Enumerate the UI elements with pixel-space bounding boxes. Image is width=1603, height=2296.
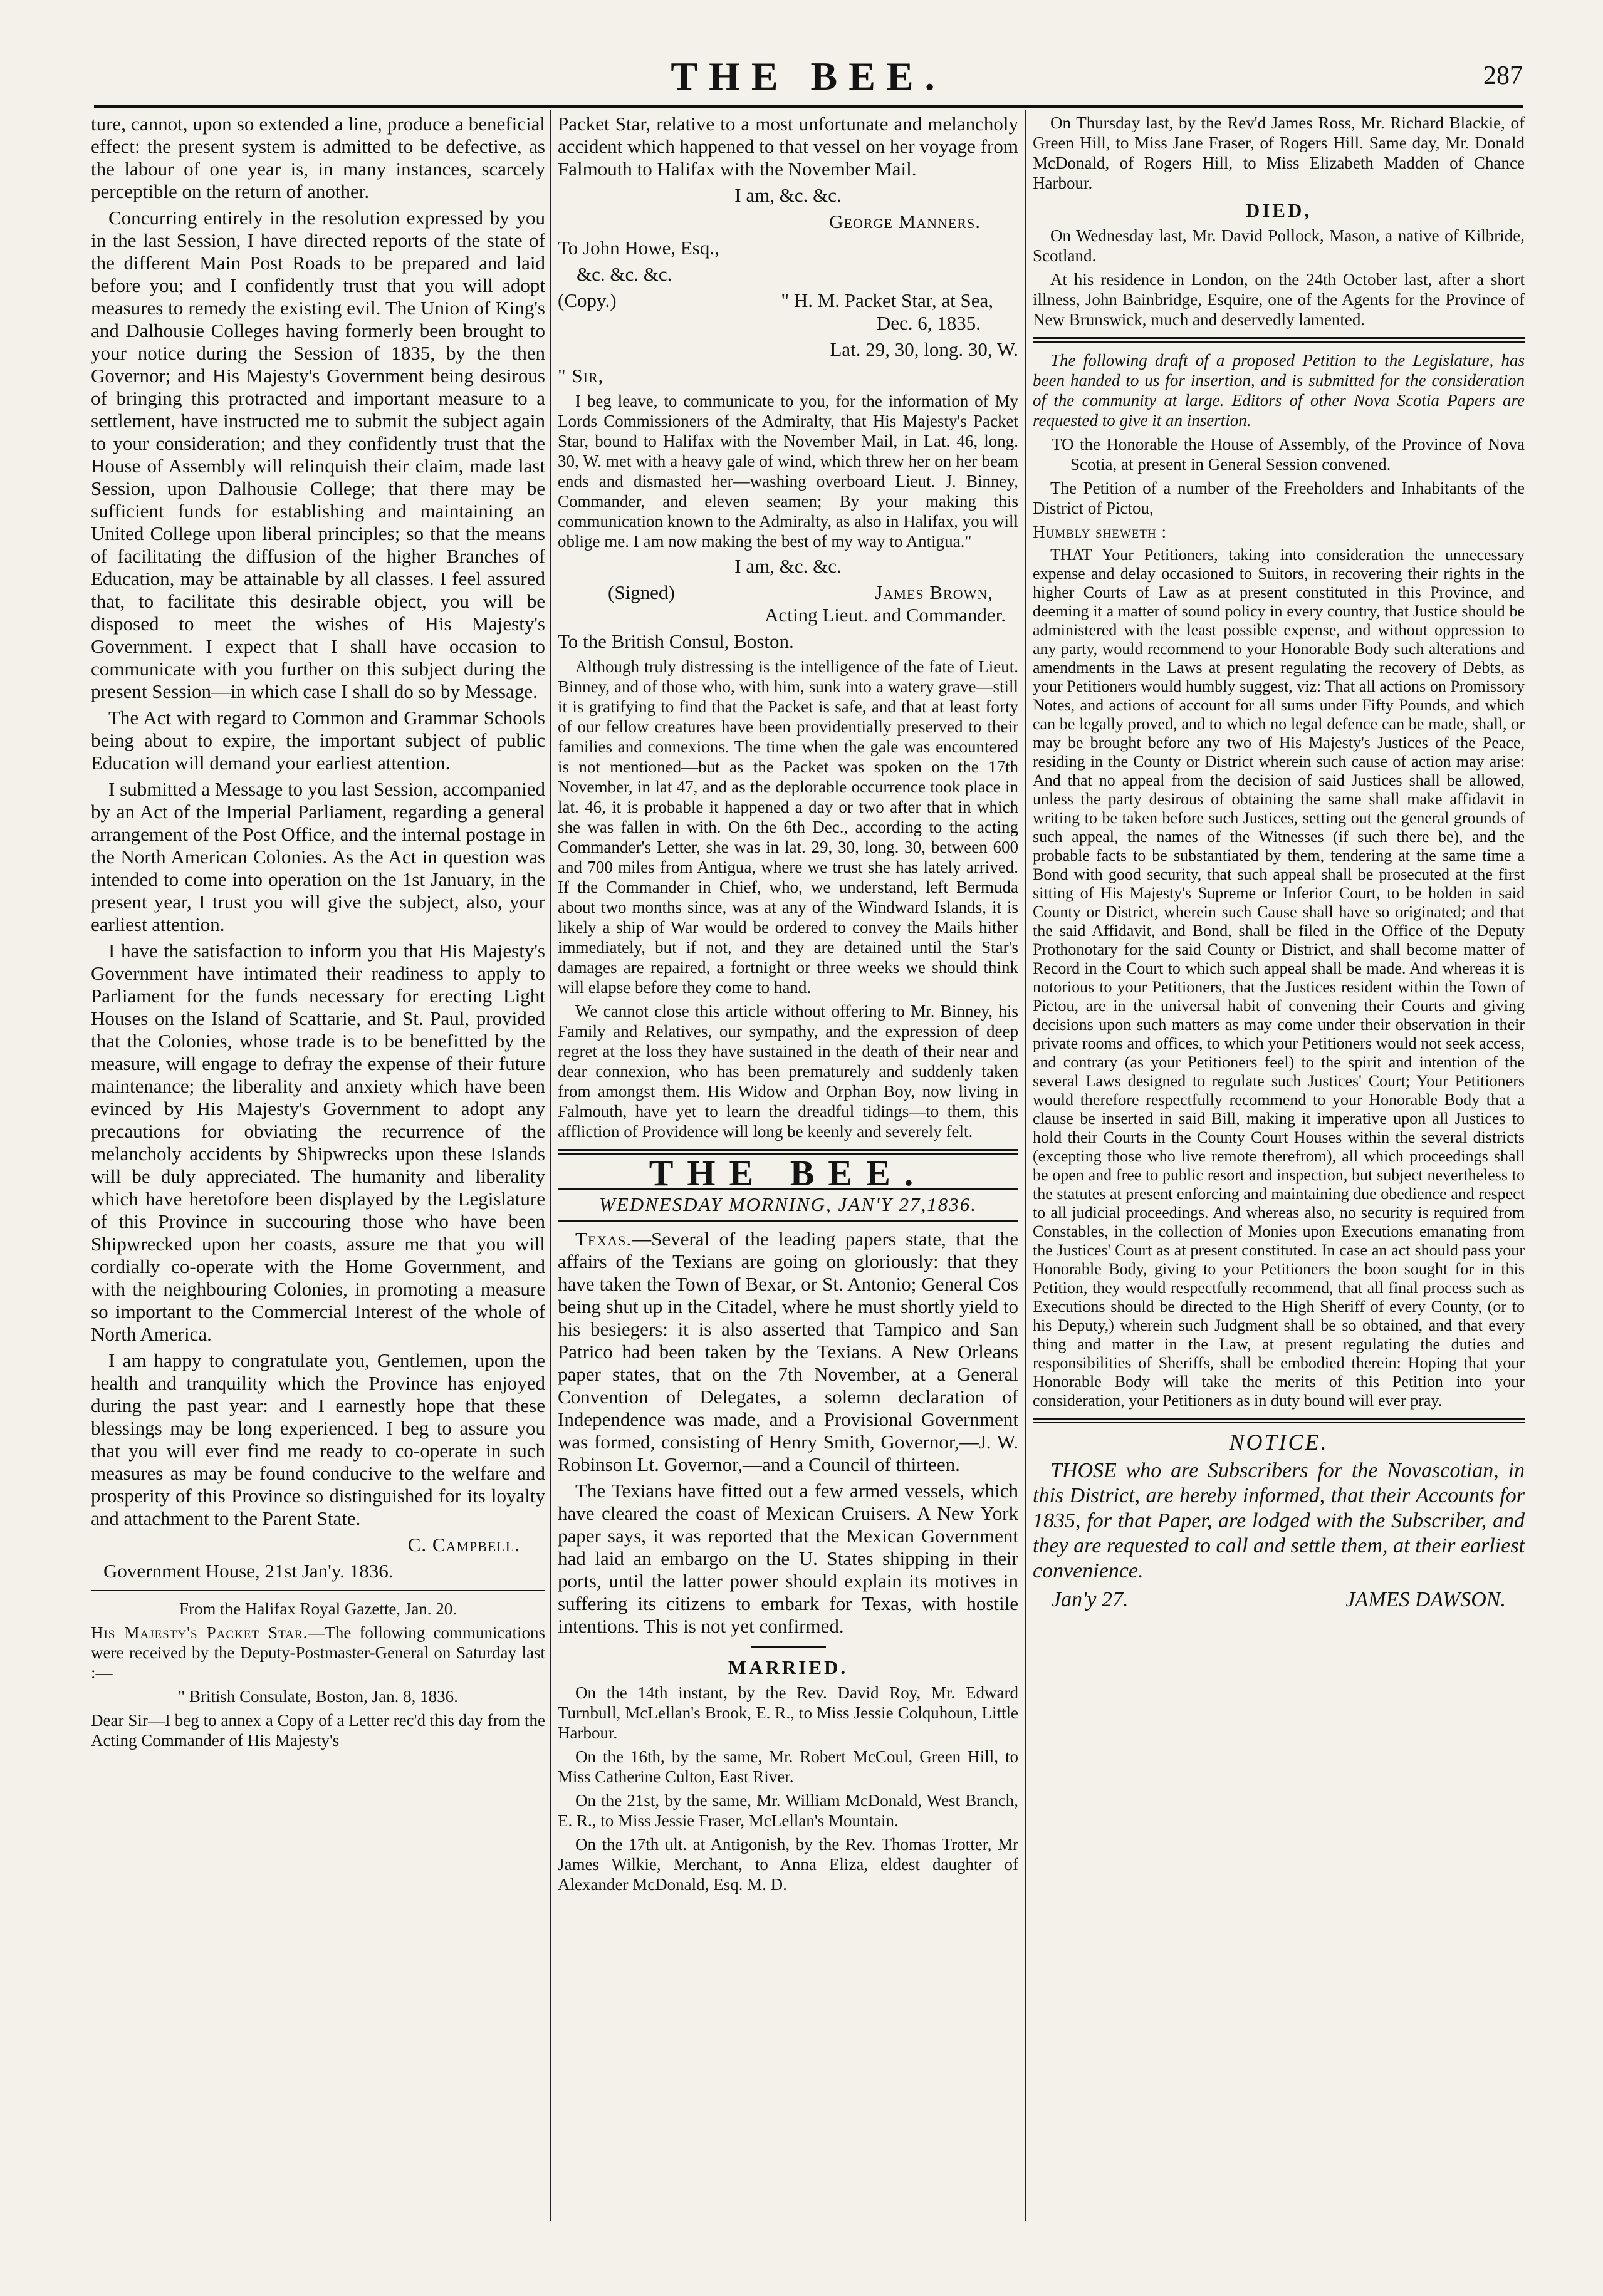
masthead (94, 53, 1523, 110)
closing: I am, &c. &c. (734, 184, 842, 206)
column-divider (1025, 110, 1026, 2221)
address: &c. &c. &c. (577, 263, 672, 285)
notice-date: Jan'y 27. (1052, 1588, 1129, 1611)
copy-label: (Copy.) (558, 289, 617, 311)
header-rule (94, 105, 1523, 108)
signed-label: (Signed) (608, 581, 675, 603)
column-right (1033, 113, 1525, 1613)
petition-intro: The following draft of a proposed Petition to the Legislature, has been handed to us for insertion, and is submitted for the consideration of the community at large. Editors of other Nova Scotia Papers are requested to give it an insertion. (1033, 351, 1525, 430)
notice-item: At his residence in London, on the 24th October last, after a short illness, John Bainbridge, Esquire, one of the Agents for the Province of New Brunswick, much and deservedly lamented. (1033, 270, 1525, 329)
signature: C. Campbell. (407, 1534, 520, 1556)
paragraph: The Texians have fitted out a few armed vessels, which have cleared the coast of Mexican Cruisers. A New York paper says, it was reported that the Mexican Government had laid an embargo on the U. States shipping in their ports, until the latter power should explain its motives in suffering its citizens to embark for Texas, with hostile intentions. This is not yet confirmed. (558, 1480, 1018, 1637)
notice-item: On the 17th ult. at Antigonish, by the Rev. Thomas Trotter, Mr James Wilkie, Merchant, to Anna Eliza, eldest daughter of Alexander McDonald, Esq. M. D. (558, 1835, 1018, 1894)
column-left (91, 113, 545, 1754)
divider (1033, 337, 1525, 343)
letter-position: Lat. 29, 30, long. 30, W. (830, 338, 1018, 360)
salutation: " Sir, (558, 365, 604, 387)
notice-item: On Wednesday last, Mr. David Pollock, Mason, a native of Kilbride, Scotland. (1033, 226, 1525, 265)
paragraph: —The following communications were received by the Deputy-Postmaster-General on Saturday last :— (91, 1623, 546, 1682)
letter-place: " H. M. Packet Star, at Sea, (781, 289, 993, 311)
paragraph: The Act with regard to Common and Grammar Schools being about to expire, the important subject of public Education will demand your earliest attention. (91, 707, 545, 774)
notice-heading: NOTICE. (1229, 1430, 1329, 1455)
issue-dateline: WEDNESDAY MORNING, JAN'Y 27,1836. (558, 1188, 1018, 1222)
divider (751, 1646, 826, 1648)
signature-title: Acting Lieut. and Commander. (765, 604, 1006, 626)
letter-body: I beg leave, to communicate to you, for the information of My Lords Commissioners of the Admiralty, that His Majesty's Packet Star, bound to Halifax with the November Mail, in Lat. 46, long. 30, W. met with a heavy gale of wind, which threw her on her beam ends and dismasted her—washing overboard Lieut. J. Binney, Commander, and eleven seamen; By your making this communication known to the Admiralty, as also in Halifax, you will oblige me. I am now making the best of my way to Antigua." (558, 392, 1018, 551)
page-number: 287 (1483, 61, 1523, 90)
column-middle (558, 113, 1018, 1898)
signature: George Manners. (829, 210, 981, 232)
address: To John Howe, Esq., (558, 237, 719, 259)
died-heading: DIED, (1245, 199, 1312, 221)
paragraph: Concurring entirely in the resolution expressed by you in the last Session, I have directed reports of the state of the different Main Post Roads to be prepared and laid before you; and I confidently trust that you will adopt measures to remedy the existing evil. The Union of King's and Dalhousie Colleges having formerly been brought to your notice during the Session of 1835, by the then Governor; and His Majesty's Government being desirous of bringing this protracted and important measure to a settlement, have instructed me to submit the subject again to your consideration; and they confidently trust that the House of Assembly will relinquish their claim, made last Session, upon Dalhousie College; that there may be sufficient funds for establishing and maintaining an United College upon liberal principles; so that the means of facilitating the diffusion of the higher Branches of Education, may be attainable by all classes. I feel assured that, to facilitate this desirable object, you will be disposed to meet the wishes of His Majesty's Government. I expect that I shall have occasion to communicate with you further on this subject during the present Session—in which case I shall do so by Message. (91, 207, 545, 702)
column-divider (550, 110, 551, 2221)
divider (91, 1590, 545, 1591)
paragraph: —Several of the leading papers state, that the affairs of the Texians are going on gloriously: that they have taken the Town of Bexar, or St. Antonio; General Cos being shut up in the Citadel, where he must shortly yield to his besiegers: it is also asserted that Tampico and San Patrico had been taken by the Texians. A New Orleans paper states, that on the 7th November, at a General Convention of Delegates, a solemn declaration of Independence was made, and a Provisional Government was formed, consisting of Henry Smith, Governor,—J. W. Robinson Lt. Governor,—and a Council of thirteen. (558, 1228, 1018, 1475)
letter-date: Dec. 6, 1835. (876, 312, 981, 334)
petition-address: TO the Honorable the House of Assembly, of the Province of Nova Scotia, at present in General Session convened. (1052, 435, 1525, 474)
source-line: From the Halifax Royal Gazette, Jan. 20. (179, 1599, 457, 1618)
petition-sheweth: Humbly sheweth : (1033, 522, 1167, 541)
paragraph: ture, cannot, upon so extended a line, produce a beneficial effect: the present system is admitted to be defective, as the labour of one year is, in many instances, scarcely perceptible on the return of another. (91, 113, 545, 202)
notice-item: On the 16th, by the same, Mr. Robert McCoul, Green Hill, to Miss Catherine Culton, East River. (558, 1747, 1018, 1786)
married-heading: MARRIED. (728, 1656, 848, 1678)
petition-of: The Petition of a number of the Freeholders and Inhabitants of the District of Pictou, (1033, 479, 1525, 517)
subhead: His Majesty's Packet Star. (91, 1623, 308, 1642)
divider (1033, 1418, 1525, 1423)
paragraph: Dear Sir—I beg to annex a Copy of a Letter rec'd this day from the Acting Commander of His Majesty's (91, 1711, 545, 1750)
signature: James Brown, (875, 581, 993, 603)
paragraph: I have the satisfaction to inform you that His Majesty's Government have intimated their readiness to apply to Parliament for the funds necessary for erecting Light Houses on the Island of Scattarie, and St. Paul, provided that the Colonies, whose trade is to be benefitted by the measure, will engage to defray the expense of their future maintenance; the liberality and anxiety which have been evinced by His Majesty's Government to adopt any precautions for obviating the recurrence of the melancholy accidents by Shipwrecks upon these Islands will be duly appreciated. The humanity and liberality which have heretofore been displayed by the Legislature of this Province in succouring those who have been Shipwrecked upon her coasts, assure me that you will cordially co-operate with the Home Government, and with the neighbouring Colonies, in promoting a measure so important to the Commercial Interest of the whole of North America. (91, 940, 545, 1345)
notice-body: THOSE who are Subscribers for the Novascotian, in this District, are hereby informed, that their Accounts for 1835, for that Paper, are lodged with the Subscriber, and they are requested to call and settle them, at their earliest convenience. (1033, 1459, 1525, 1582)
paragraph: I am happy to congratulate you, Gentlemen, upon the health and tranquility which the Province has enjoyed during the past year: and I earnestly hope that these blessings may be long experienced. I beg to assure you that you will ever find me ready to co-operate in such measures as may be found conducive to the welfare and prosperity of this Province so distinguished for its loyalty and attachment to the Parent State. (91, 1349, 545, 1529)
paragraph: We cannot close this article without offering to Mr. Binney, his Family and Relatives, our sympathy, and the expression of deep regret at the loss they have sustained in the death of their near and dear connexion, who has been prematurely and suddenly taken from amongst them. His Widow and Orphan Boy, now living in Falmouth, have yet to learn the dreadful tidings—to them, this affliction of Providence will long be keenly and severely felt. (558, 1002, 1018, 1141)
paragraph: Packet Star, relative to a most unfortunate and melancholy accident which happened to that vessel on her voyage from Falmouth to Halifax with the November Mail. (558, 113, 1018, 180)
dateline: Government House, 21st Jan'y. 1836. (103, 1560, 394, 1582)
paragraph: Although truly distressing is the intelligence of the fate of Lieut. Binney, and of those who, with him, sunk into a watery grave—still it is gratifying to find that the Packet is safe, and that at least forty of our fellow creatures have been providentially preserved to their families and connexions. The time when the gale was encountered is not mentioned—but as the Packet was spoken on the 17th November, in lat 47, and as the deplorable occurrence took place in lat. 46, it is probable it happened a day or two after that in which she was fallen in with. On the 6th Dec., according to the acting Commander's Letter, she was in lat. 29, 30, long. 30, between 600 and 700 miles from Antigua, where we trust she has lately arrived. If the Commander in Chief, who, we understand, left Bermuda about two months since, was at any of the Windward Islands, it is likely a ship of War would be ordered to convey the Mails hither immediately, but if not, and they are detained until the Star's damages are repaired, a fortnight or three weeks we should think will elapse before they come to hand. (558, 657, 1018, 997)
closing: I am, &c. &c. (734, 555, 842, 577)
petition-body: THAT Your Petitioners, taking into consideration the unnecessary expense and delay occasioned to Suitors, in recovering their rights in the higher Courts of Law as at present constituted in this Province, and deeming it a matter of sound policy in every country, that Justice should be administered with the least possible expense, and without oppression to any party, would recommend to your Honorable Body such alterations and amendments in the Laws at present regulating the recovery of Debts, as your Petitioners would humbly suggest, viz: That all actions on Promissory Notes, and actions of account for all sums under Fifty Pounds, and which can be legally proved, and to which no legal defence can be made, shall, or may be brought before any two of His Majesty's Justices of the Peace, residing in the County or District wherein such cause of action may arise: And that no appeal from the decision of said Justices shall be allowed, unless the party desirous of obtaining the same shall make affidavit in writing to be taken before such Justices, setting out the general grounds of such appeal, the names of the Witnesses (if such there be), and the probable facts to be substantiated by them, tendering at the same time a Bond with good security, that such appeal shall be prosecuted at the first sitting of His Majesty's Supreme or Inferior Court, to be holden in said County or District, wherein such Cause shall have so originated; and that the said Affidavit, and Bond, shall be filed in the Office of the Deputy Prothonotary for the said County or District, and shall become matter of Record in the Court to which such appeal shall be made. And whereas it is notorious to your Petitioners, that the Justices resident within the Town of Pictou, are in the universal habit of convening their Courts and giving decisions upon such matters as may come under their observation in their private rooms and offices, to which your Petitioners would not seek access, and contrary (as your Petitioners feel) to the spirit and intention of the several Laws designed to regulate such Justices' Court; Your Petitioners would therefore respectfully recommend to your Honorable Body that a clause be inserted in said Bill, making it imperative upon all Justices to hold their Courts in the County Court Houses within the several districts (excepting those who live remote therefrom), all which proceedings shall be open and free to public resort and inspection, but subject nevertheless to the statutes at present enforcing and maintaining due obedience and respect to all judicial proceedings. And whereas also, no security is required from Constables, in the collection of Monies upon Executions emanating from the Justices' Court as at present constituted. In case an act should pass your Honorable Body, giving to your Petitioners the boon sought for in this Petition, they would respectfully recommend, that all final process such as Executions should be directed to the High Sheriff of every County, (or to his Deputy,) wherein such Judgment shall be so obtained, and that every thing and matter in the Law, at present regulating the duties and responsibilities of Sheriffs, shall be embodied therein: Hoping that your Honorable Body will take the merits of this Petition into your consideration, your Petitioners as in duty bound will ever pray. (1033, 546, 1525, 1410)
notice-signature: JAMES DAWSON. (1345, 1588, 1506, 1611)
notice-item: On the 14th instant, by the Rev. David Roy, Mr. Edward Turnbull, McLellan's Brook, E. R., to Miss Jessie Colquhoun, Little Harbour. (558, 1683, 1018, 1742)
letter-heading: " British Consulate, Boston, Jan. 8, 1836. (178, 1687, 458, 1706)
paragraph: I submitted a Message to you last Session, accompanied by an Act of the Imperial Parliament, regarding a general arrangement of the Post Office, and the internal postage in the North American Colonies. As the Act in question was intended to come into operation on the 1st January, in the present year, I trust you will give the subject, also, your earliest attention. (91, 778, 545, 935)
newspaper-title: THE BEE. (671, 54, 946, 98)
address: To the British Consul, Boston. (558, 630, 794, 652)
section-title: THE BEE. (649, 1153, 927, 1193)
subhead: Texas. (575, 1228, 632, 1250)
notice-item: On Thursday last, by the Rev'd James Ross, Mr. Richard Blackie, of Green Hill, to Miss Jane Fraser, of Rogers Hill. Same day, Mr. Donald McDonald, of Rogers Hill, to Miss Elizabeth Madden of Chance Harbour. (1033, 113, 1525, 192)
notice-item: On the 21st, by the same, Mr. William McDonald, West Branch, E. R., to Miss Jessie Fraser, McLellan's Mountain. (558, 1791, 1018, 1830)
